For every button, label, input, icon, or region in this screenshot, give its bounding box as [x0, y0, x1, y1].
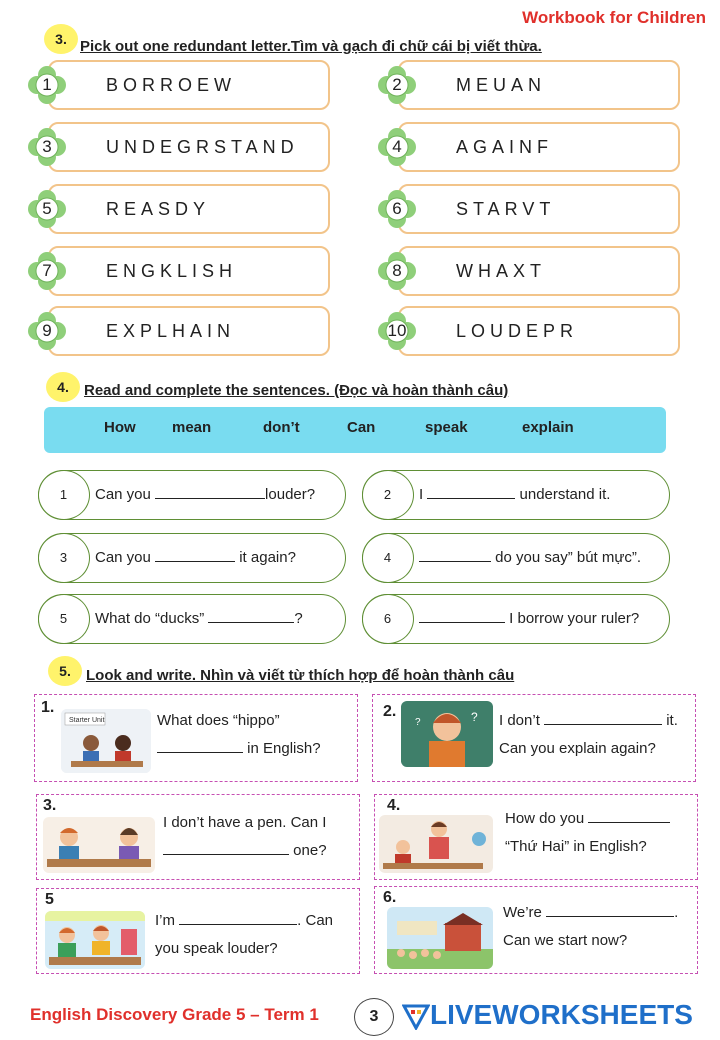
answer-blank[interactable]: [546, 904, 674, 917]
item-number: 1: [42, 75, 52, 94]
question-text: What does “hippo” in English?: [157, 712, 321, 757]
item-number: 3: [42, 137, 52, 156]
sentence-text: understand it.: [515, 486, 611, 503]
svg-text:?: ?: [471, 710, 478, 724]
desk-image: [43, 817, 155, 873]
sentence-text: What do “ducks”: [95, 610, 209, 627]
word-bank-item: Can: [347, 419, 376, 436]
liveworksheets-brand: LIVEWORKSHEETS: [430, 999, 693, 1030]
sentence-number: 6: [362, 594, 414, 644]
word-box-4[interactable]: [398, 122, 680, 172]
question-text: I don’t it. Can you explain again?: [499, 712, 678, 757]
scrambled-word: STARVT: [456, 198, 556, 219]
word-box-2[interactable]: [398, 60, 680, 110]
answer-blank[interactable]: [544, 712, 662, 725]
question-number: 6.: [383, 889, 397, 906]
teacher-image: [379, 815, 493, 873]
answer-blank[interactable]: [419, 610, 505, 623]
sentence-box-5: [38, 594, 346, 644]
question-card-4: [374, 794, 698, 880]
word-bank-item: mean: [172, 419, 212, 436]
image-caption: Starter Unit: [69, 717, 105, 724]
word-bank-item: don’t: [263, 419, 300, 436]
question-text: I don’t have a pen. Can I one?: [163, 814, 327, 859]
item-number: 8: [392, 261, 402, 280]
clover-number-icon: [28, 66, 66, 104]
scrambled-word: AGAINF: [456, 136, 554, 157]
scrambled-word: LOUDEPR: [456, 320, 579, 341]
sentence-text: louder?: [265, 486, 316, 503]
school-image: [387, 907, 493, 969]
question-number: 5: [45, 891, 54, 908]
word-box-7[interactable]: [48, 246, 330, 296]
item-number: 9: [42, 321, 52, 340]
answer-blank[interactable]: [157, 740, 243, 753]
section4-badge: 4.: [46, 372, 80, 402]
footer-course-title: English Discovery Grade 5 – Term 1: [30, 1005, 319, 1024]
sentence-number: 1: [38, 470, 90, 520]
item-number: 6: [392, 199, 402, 218]
scrambled-word: BORROEW: [106, 74, 237, 95]
students-image: [45, 911, 145, 969]
sentence-number: 2: [362, 470, 414, 520]
answer-blank[interactable]: [155, 486, 265, 499]
answer-blank[interactable]: [588, 810, 670, 823]
sentence-number: 5: [38, 594, 90, 644]
question-number: 3.: [43, 797, 57, 814]
sentence-text: it again?: [235, 549, 296, 566]
question-card-6: [374, 886, 698, 974]
word-bank-item: speak: [425, 419, 468, 436]
clover-number-icon: [378, 190, 416, 228]
word-box-8[interactable]: [398, 246, 680, 296]
section3-title: Pick out one redundant letter.Tìm và gạch đi chữ cái bị viết thừa.: [80, 38, 542, 55]
question-number: 4.: [387, 797, 401, 814]
word-box-3[interactable]: [48, 122, 330, 172]
answer-blank[interactable]: [427, 486, 515, 499]
svg-text:?: ?: [415, 717, 421, 728]
sentence-text: ?: [294, 610, 303, 627]
scrambled-word: MEUAN: [456, 74, 547, 95]
word-box-10[interactable]: [398, 306, 680, 356]
sentence-text: I: [419, 486, 428, 503]
section5-title: Look and write. Nhìn và viết từ thích hợp để hoàn thành câu: [86, 667, 515, 684]
sentence-box-4: [362, 533, 670, 583]
sentence-text: do you say” bút mực”.: [491, 549, 642, 566]
liveworksheets-logo-icon: [402, 1002, 430, 1035]
clover-number-icon: [378, 312, 416, 350]
item-number: 5: [42, 199, 52, 218]
sentence-text: Can you: [95, 549, 156, 566]
sentence-box-1: [38, 470, 346, 520]
answer-blank[interactable]: [419, 549, 491, 562]
question-card-2: [372, 694, 696, 782]
scrambled-word: EXPLHAIN: [106, 320, 236, 341]
question-card-1: [34, 694, 358, 782]
word-box-9[interactable]: [48, 306, 330, 356]
clover-number-icon: [378, 128, 416, 166]
scrambled-word: ENGKLISH: [106, 260, 238, 281]
section5-badge: 5.: [48, 656, 82, 686]
sentence-box-3: [38, 533, 346, 583]
word-bank: [44, 407, 666, 453]
word-bank-item: How: [104, 419, 136, 436]
workbook-title: Workbook for Children: [522, 8, 706, 27]
clover-number-icon: [28, 252, 66, 290]
item-number: 4: [392, 137, 402, 156]
question-text: We’re . Can we start now?: [503, 904, 679, 949]
answer-blank[interactable]: [179, 912, 297, 925]
item-number: 2: [392, 75, 402, 94]
answer-blank[interactable]: [208, 610, 294, 623]
answer-blank[interactable]: [163, 842, 289, 855]
answer-blank[interactable]: [155, 549, 235, 562]
clover-number-icon: [28, 312, 66, 350]
page-number: 3: [354, 998, 394, 1036]
word-box-5[interactable]: [48, 184, 330, 234]
word-box-6[interactable]: [398, 184, 680, 234]
word-bank-item: explain: [522, 419, 574, 436]
section3-badge: 3.: [44, 24, 78, 54]
clover-number-icon: [28, 190, 66, 228]
sentence-number: 3: [38, 533, 90, 583]
item-number: 10: [387, 321, 407, 340]
question-text: How do you “Thứ Hai” in English?: [505, 805, 670, 861]
classroom-image: [61, 709, 151, 773]
clover-number-icon: [378, 66, 416, 104]
sentence-box-6: [362, 594, 670, 644]
word-box-1[interactable]: [48, 60, 330, 110]
question-text: I’m . Can you speak louder?: [155, 912, 334, 957]
question-number: 2.: [383, 703, 397, 720]
scrambled-word: WHAXT: [456, 260, 546, 281]
scrambled-word: REASDY: [106, 198, 211, 219]
clover-number-icon: [378, 252, 416, 290]
scrambled-word: UNDEGRSTAND: [106, 136, 299, 157]
section4-title: Read and complete the sentences. (Đọc và hoàn thành câu): [84, 382, 509, 399]
sentence-number: 4: [362, 533, 414, 583]
confused-boy-image: [401, 701, 493, 767]
sentence-text: Can you: [95, 486, 156, 503]
item-number: 7: [42, 261, 52, 280]
sentence-text: I borrow your ruler?: [505, 610, 640, 627]
sentence-box-2: [362, 470, 670, 520]
question-card-3: [36, 794, 360, 880]
clover-number-icon: [28, 128, 66, 166]
question-number: 1.: [41, 699, 55, 716]
question-card-5: [36, 888, 360, 974]
